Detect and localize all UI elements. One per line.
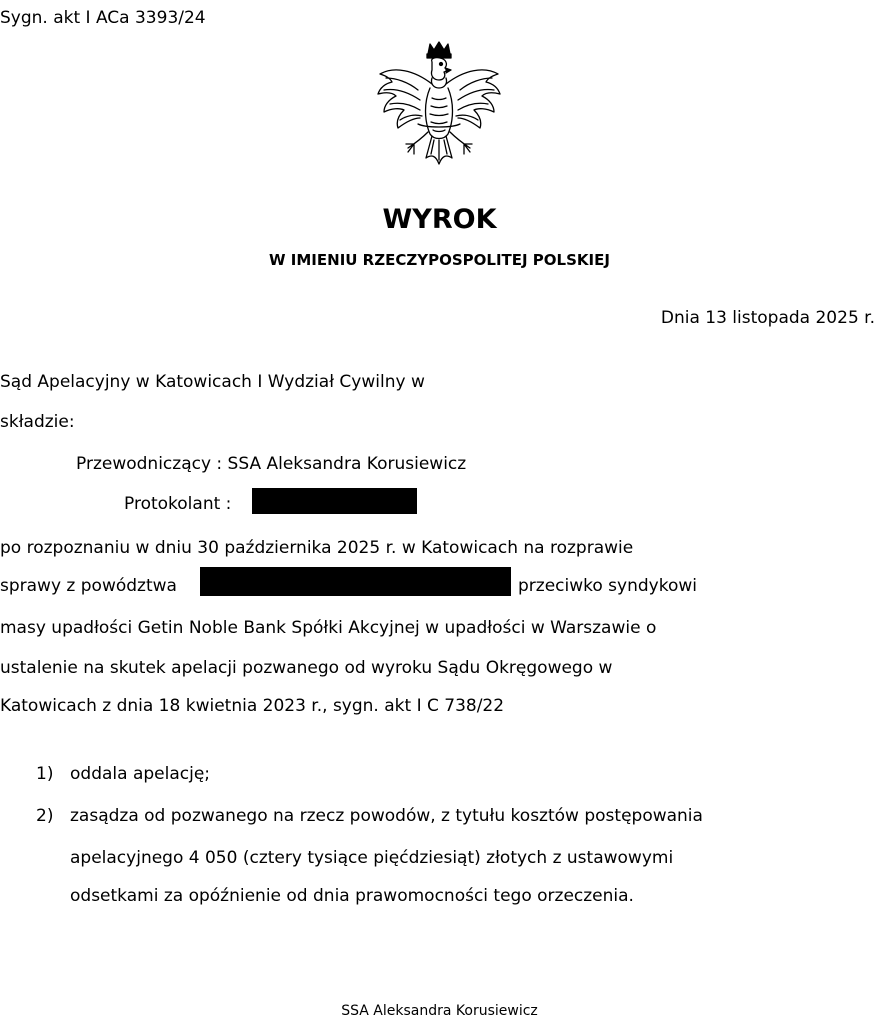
ruling-number: 1) xyxy=(36,764,54,784)
court-line-2: składzie: xyxy=(0,412,75,432)
court-line-1: Sąd Apelacyjny w Katowicach I Wydział Cywilny w xyxy=(0,372,425,392)
body-line-4: ustalenie na skutek apelacji pozwanego od wyroku Sądu Okręgowego w xyxy=(0,658,613,678)
ruling-number: 2) xyxy=(36,806,54,826)
body-line-3: masy upadłości Getin Noble Bank Spółki Akcyjnej w upadłości w Warszawie o xyxy=(0,618,657,638)
redacted-plaintiff-name xyxy=(200,567,511,596)
polish-eagle-emblem-icon xyxy=(374,40,504,178)
ruling-text: zasądza od pozwanego na rzecz powodów, z tytułu kosztów postępowania xyxy=(70,806,703,826)
ruling-text-continued: apelacyjnego 4 050 (cztery tysiące pięćdziesiąt) złotych z ustawowymi xyxy=(70,848,674,868)
presiding-judge: Przewodniczący : SSA Aleksandra Korusiewicz xyxy=(76,454,467,474)
document-subtitle: W IMIENIU RZECZYPOSPOLITEJ POLSKIEJ xyxy=(269,251,610,269)
ruling-text-continued: odsetkami za opóźnienie od dnia prawomocności tego orzeczenia. xyxy=(70,886,634,906)
body-line-2: sprawy z powództwa xyxy=(0,576,177,596)
judge-signature: SSA Aleksandra Korusiewicz xyxy=(341,1003,538,1019)
body-line-1: po rozpoznaniu w dniu 30 października 2025 r. w Katowicach na rozprawie xyxy=(0,538,634,558)
case-number: Sygn. akt I ACa 3393/24 xyxy=(0,8,206,28)
body-line-5: Katowicach z dnia 18 kwietnia 2023 r., sygn. akt I C 738/22 xyxy=(0,696,505,716)
clerk-label: Protokolant : xyxy=(124,494,232,514)
judgment-date: Dnia 13 listopada 2025 r. xyxy=(660,308,875,328)
redacted-clerk-name xyxy=(252,488,417,514)
body-line-2-continued: przeciwko syndykowi xyxy=(518,576,697,596)
ruling-text: oddala apelację; xyxy=(70,764,211,784)
document-title: WYROK xyxy=(382,204,497,235)
